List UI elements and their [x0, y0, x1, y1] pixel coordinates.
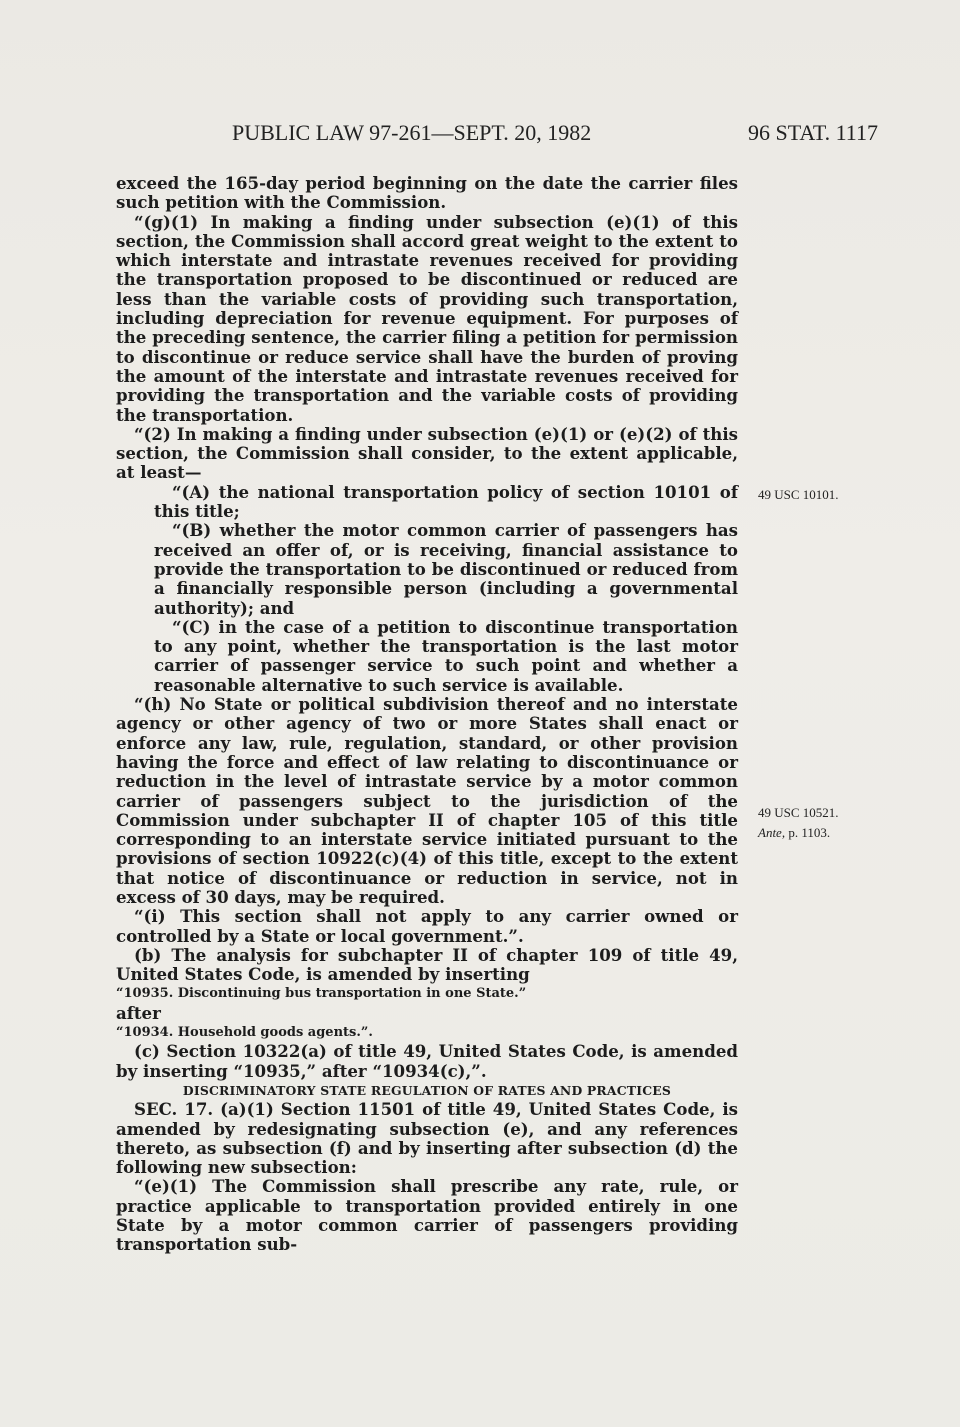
- paragraph: exceed the 165-day period beginning on the date the carrier files such petition with the Commission.: [116, 173, 738, 213]
- inserted-entry: “10934. Household goods agents.”.: [116, 1025, 373, 1041]
- paragraph: (b) The analysis for subchapter II of chapter 109 of title 49, United States Code, is amended by inserting: [116, 944, 738, 985]
- paragraph: “(i) This section shall not apply to any carrier owned or controlled by a State or local government.”.: [116, 906, 738, 946]
- paragraph: “(C) in the case of a petition to discontinue transportation to any point, whether the transportation is the last motor carrier of passenger service to such point and whether a reasonable alternative to such service is available.: [154, 616, 738, 695]
- paragraph: (c) Section 10322(a) of title 49, United States Code, is amended by inserting “10935,” after “10934(c),”.: [116, 1041, 738, 1081]
- margin-citation-page: p. 1103.: [788, 825, 831, 840]
- paragraph: SEC. 17. (a)(1) Section 11501 of title 49, United States Code, is amended by redesignating subsection (e), and any references thereto, as subsection (f) and by inserting after subsection (d) the following new subsection:: [116, 1099, 738, 1178]
- paragraph: “(2) In making a finding under subsection (e)(1) or (e)(2) of this section, the Commission shall consider, to the extent applicable, at least—: [116, 423, 738, 483]
- paragraph: “(g)(1) In making a finding under subsection (e)(1) of this section, the Commission shall accord great weight to the extent to which interstate and intrastate revenues received for providing the transportation proposed to be discontinued or reduced are less than the variable costs of providing such transportation, including depreciation for revenue equipment. For purposes of the preceding sentence, the carrier filing a petition for permission to discontinue or reduce service shall have the burden of proving the amount of the interstate and intrastate revenues received for providing the transportation and the variable costs of providing the transportation.: [116, 211, 738, 425]
- header-page-number: 96 STAT. 1117: [747, 120, 878, 145]
- main-text-column: [116, 174, 738, 1255]
- running-header: [232, 120, 878, 154]
- inserted-entry: “10935. Discontinuing bus transportation in one State.”: [116, 986, 527, 1002]
- paragraph: “(e)(1) The Commission shall prescribe any rate, rule, or practice applicable to transportation provided entirely in one State by a motor common carrier of passengers providing transportation sub-: [116, 1176, 738, 1255]
- header-title: PUBLIC LAW 97-261—SEPT. 20, 1982: [232, 120, 592, 145]
- paragraph: “(A) the national transportation policy of section 10101 of this title;: [154, 481, 738, 522]
- paragraph: after: [116, 1002, 161, 1023]
- margin-citation-ante: Ante,: [758, 825, 786, 840]
- section-heading: DISCRIMINATORY STATE REGULATION OF RATES AND PRACTICES: [182, 1082, 672, 1098]
- margin-citation: [758, 825, 830, 841]
- margin-citation: 49 USC 10101.: [758, 487, 839, 502]
- margin-citation: 49 USC 10521.: [758, 805, 839, 820]
- paragraph: “(h) No State or political subdivision thereof and no interstate agency or other agency of two or more States shall enact or enforce any law, rule, regulation, standard, or other provision having the force and effect of law relating to discontinuance or reduction in the level of intrastate service by a motor common carrier of passengers subject to the jurisdiction of the Commission under subchapter II of chapter 105 of this title corresponding to an interstate service initiated pursuant to the provisions of section 10922(c)(4) of this title, except to the extent that notice of discontinuance or reduction in service, not in excess of 30 days, may be required.: [116, 694, 738, 907]
- paragraph: “(B) whether the motor common carrier of passengers has received an offer of, or is receiving, financial assistance to provide the transportation to be discontinued or reduced from a financially responsible person (including a governmental authority); and: [154, 520, 738, 618]
